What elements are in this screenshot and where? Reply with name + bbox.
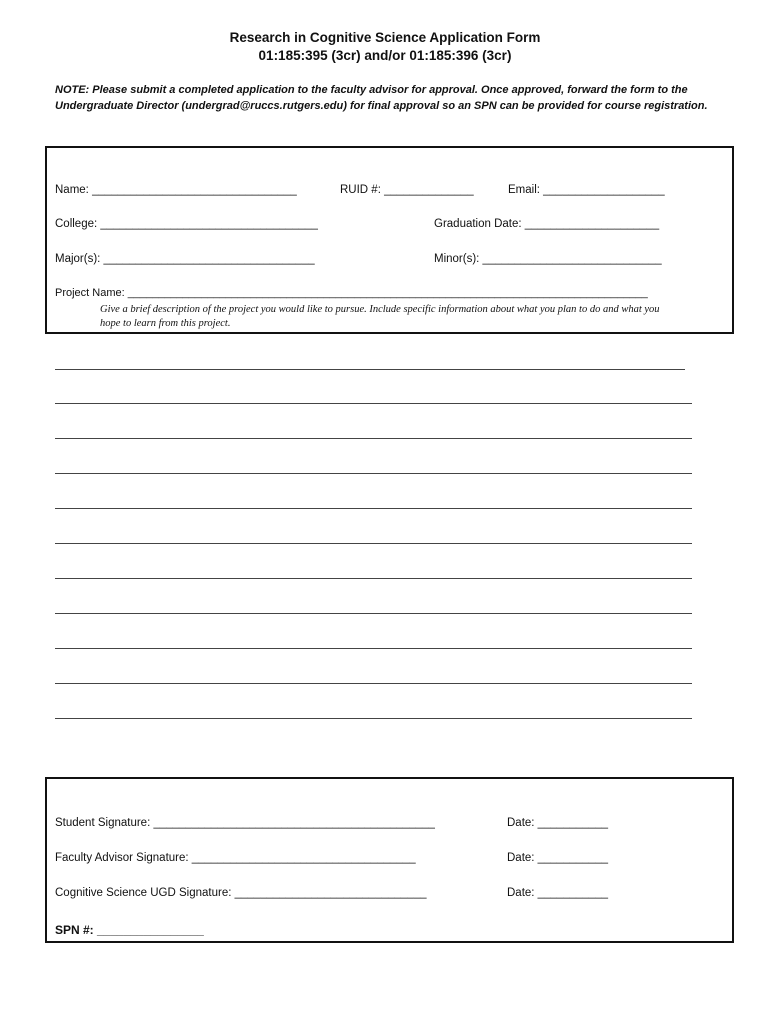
description-line[interactable] <box>55 543 692 544</box>
project-description-instructions: Give a brief description of the project you would like to pursue. Include specific information about what you plan to do and what you hope to learn from this project. <box>100 304 660 329</box>
description-line[interactable] <box>55 578 692 579</box>
email-field[interactable]: Email: ___________________ <box>508 184 665 196</box>
majors-field[interactable]: Major(s): _________________________________ <box>55 253 315 265</box>
ugd-date-field[interactable]: Date: ___________ <box>507 887 609 899</box>
description-line[interactable] <box>55 613 692 614</box>
student-date-field[interactable]: Date: ___________ <box>507 817 609 829</box>
description-line[interactable] <box>55 508 692 509</box>
ruid-field[interactable]: RUID #: ______________ <box>340 184 474 196</box>
description-line[interactable] <box>55 473 692 474</box>
description-line[interactable] <box>55 718 692 719</box>
course-numbers: 01:185:395 (3cr) and/or 01:185:396 (3cr) <box>258 48 512 63</box>
description-line[interactable] <box>55 648 692 649</box>
description-line[interactable] <box>55 403 692 404</box>
description-line[interactable] <box>55 438 692 439</box>
description-line[interactable] <box>55 683 692 684</box>
faculty-signature-field[interactable]: Faculty Advisor Signature: ___________________________________ <box>55 852 416 864</box>
minors-field[interactable]: Minor(s): ____________________________ <box>434 253 662 265</box>
college-field[interactable]: College: __________________________________ <box>55 218 318 230</box>
ugd-signature-field[interactable]: Cognitive Science UGD Signature: ______________________________ <box>55 887 427 899</box>
project-name-field[interactable]: Project Name: _____________________________________________________________________________________ <box>55 287 648 299</box>
graduation-date-field[interactable]: Graduation Date: _____________________ <box>434 218 660 230</box>
student-signature-field[interactable]: Student Signature: ____________________________________________ <box>55 817 435 829</box>
name-field[interactable]: Name: ________________________________ <box>55 184 297 196</box>
submission-note: NOTE: Please submit a completed application to the faculty advisor for approval. Once approved, forward the form to the Undergraduate Director (undergrad@ruccs.rutgers.edu) for final approval so an SPN can be provided for course registration. <box>55 84 708 112</box>
form-title: Research in Cognitive Science Application Form <box>229 30 541 45</box>
faculty-date-field[interactable]: Date: ___________ <box>507 852 609 864</box>
description-line[interactable] <box>55 369 685 370</box>
spn-field[interactable]: SPN #: ________________ <box>55 923 204 937</box>
